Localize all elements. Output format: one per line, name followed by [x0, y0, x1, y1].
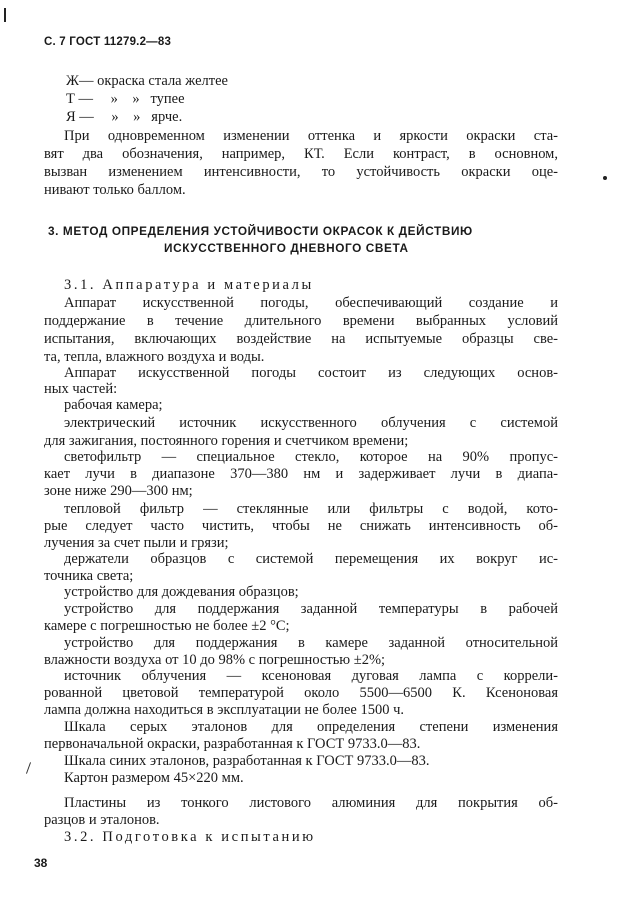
body-line: та, тепла, влажного воздуха и воды. — [44, 349, 265, 365]
body-line: кает лучи в диапазоне 370—380 нм и задерживает лучи в диапа- — [44, 466, 558, 482]
subsection-heading: 3.2. Подготовка к испытанию — [64, 829, 316, 845]
notation-line — [66, 72, 228, 90]
notation-letter: Я — — [66, 109, 94, 125]
body-line: рабочая камера; — [64, 397, 163, 413]
scan-mark — [26, 762, 31, 774]
scan-mark — [4, 8, 6, 22]
body-line: держатели образцов с системой перемещения их вокруг ис- — [64, 551, 558, 567]
body-line: точника света; — [44, 568, 134, 584]
body-line: Картон размером 45×220 мм. — [64, 770, 244, 786]
notation-line — [66, 90, 185, 108]
body-line: светофильтр — специальное стекло, которое на 90% пропус- — [64, 449, 558, 465]
paragraph-line: вызван изменением интенсивности, то устойчивость окраски оце- — [44, 164, 558, 180]
notation-text: » » ярче. — [111, 109, 183, 125]
section-heading: 3. МЕТОД ОПРЕДЕЛЕНИЯ УСТОЙЧИВОСТИ ОКРАСОК К ДЕЙСТВИЮ — [48, 224, 473, 238]
body-line: устройство для дождевания образцов; — [64, 584, 299, 600]
subsection-heading: 3.1. Аппаратура и материалы — [64, 277, 314, 293]
page-header: С. 7 ГОСТ 11279.2—83 — [44, 36, 172, 48]
body-line: рые следует часто чистить, чтобы не снижать интенсивность об- — [44, 518, 558, 534]
body-line: поддержание в течение длительного времени выбранных условий — [44, 313, 558, 329]
body-line: Аппарат искусственной погоды состоит из следующих основ- — [64, 365, 558, 381]
paragraph-line: При одновременном изменении оттенка и яркости окраски ста- — [64, 128, 558, 144]
body-line: первоначальной окраски, разработанная к ГОСТ 9733.0—83. — [44, 736, 421, 752]
body-line: тепловой фильтр — стеклянные или фильтры с водой, кото- — [64, 501, 558, 517]
body-line: Пластины из тонкого листового алюминия для покрытия об- — [64, 795, 558, 811]
body-line: лучения за счет пыли и грязи; — [44, 535, 229, 551]
body-line: камере с погрешностью не более ±2 °С; — [44, 618, 290, 634]
body-line: устройство для поддержания заданной температуры в рабочей — [64, 601, 558, 617]
body-line: влажности воздуха от 10 до 98% с погрешностью ±2%; — [44, 652, 386, 668]
body-line: источник облучения — ксеноновая дуговая лампа с коррели- — [64, 668, 558, 684]
notation-letter: Ж— — [66, 73, 94, 89]
body-line: для зажигания, постоянного горения и счетчиком времени; — [44, 433, 409, 449]
notation-line — [66, 108, 182, 126]
body-line: электрический источник искусственного облучения с системой — [64, 415, 558, 431]
body-line: испытания, включающих воздействие на испытуемые образцы све- — [44, 331, 558, 347]
body-line: Шкала серых эталонов для определения степени изменения — [64, 719, 558, 735]
notation-letter: Т — — [66, 91, 93, 107]
page-number: 38 — [34, 856, 48, 870]
body-line: разцов и эталонов. — [44, 812, 160, 828]
body-line: зоне ниже 290—300 нм; — [44, 483, 193, 499]
body-line: Аппарат искусственной погоды, обеспечивающий создание и — [64, 295, 558, 311]
body-line: рованной цветовой температурой около 5500—6500 К. Ксеноновая — [44, 685, 558, 701]
body-line: лампа должна находиться в эксплуатации не более 1500 ч. — [44, 702, 405, 718]
body-line: Шкала синих эталонов, разработанная к ГОСТ 9733.0—83. — [64, 753, 430, 769]
scan-mark — [603, 176, 607, 180]
notation-text: » » тупее — [110, 91, 185, 107]
paragraph-line: нивают только баллом. — [44, 182, 186, 198]
body-line: ных частей: — [44, 381, 118, 397]
body-line: устройство для поддержания в камере заданной относительной — [64, 635, 558, 651]
notation-text: окраска стала желтее — [97, 73, 228, 89]
section-heading: ИСКУССТВЕННОГО ДНЕВНОГО СВЕТА — [164, 241, 409, 255]
paragraph-line: вят два обозначения, например, КТ. Если контраст, в основном, — [44, 146, 558, 162]
